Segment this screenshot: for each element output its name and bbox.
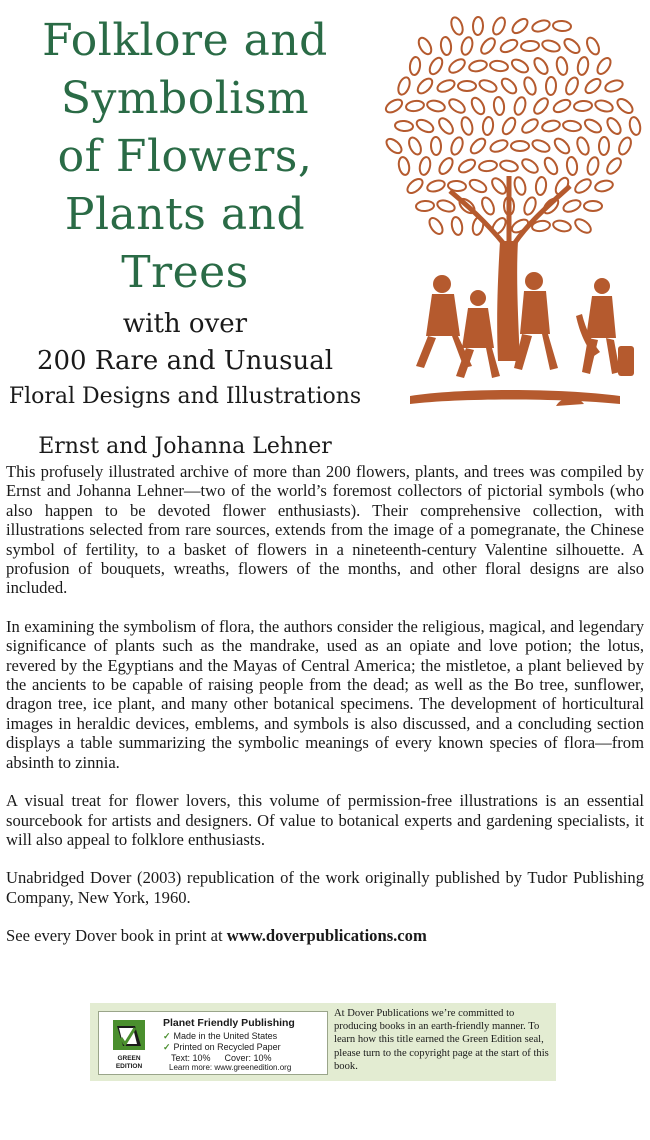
leaf — [436, 198, 456, 213]
cover-title-line: Symbolism — [60, 73, 310, 124]
leaf — [605, 116, 624, 136]
leaf — [562, 120, 581, 133]
leaf — [553, 20, 572, 31]
cover-title-block — [0, 12, 370, 462]
leaf — [384, 97, 405, 115]
leaf — [617, 136, 634, 157]
description-paragraph: Unabridged Dover (2003) republication of the work originally published by Tudor Publishing Company, New York, 1960. — [6, 868, 644, 907]
leaf — [615, 96, 635, 115]
leaf — [541, 119, 561, 133]
text-percentage: Text: 10% — [171, 1053, 211, 1063]
leaf — [416, 36, 434, 57]
leaf — [564, 76, 581, 97]
leaf — [532, 56, 551, 76]
leaf — [628, 116, 642, 136]
leaf — [552, 97, 573, 114]
leaf — [396, 76, 412, 96]
cover-title-line: Folklore and — [42, 15, 328, 66]
see-every-prefix: See every Dover book in print at — [6, 926, 227, 946]
leaf — [583, 76, 603, 95]
leaf — [599, 137, 610, 155]
leaf — [431, 137, 442, 155]
leaf — [520, 117, 540, 136]
description-paragraph: In examining the symbolism of flora, the authors consider the religious, magical, and legendary significance of plants such as the mandrake, used as an opiate and love potion; the lotus, revered by the Egyptians and the Mayas of Central America; the mistletoe, a plant believed by the ancients to be capable of raising people from the dead; as well as the Bo tree, sunflower, dragon tree, ice plant, and many other botanical specimens. The development of horticultural images in heraldic devices, emblems, and symbols is also discussed, and a concluding section displays a table summarizing the symbolic meanings of every known species of flora—from absinth to zinnia. — [6, 616, 644, 772]
leaf — [449, 136, 465, 156]
cover-title-line: of Flowers, — [57, 131, 313, 182]
leaf — [458, 81, 476, 91]
leaf — [586, 156, 601, 176]
leaf — [520, 157, 540, 176]
leaf — [407, 136, 424, 157]
leaf — [513, 96, 528, 116]
leaf — [468, 59, 488, 73]
leaf — [542, 156, 560, 177]
leaf — [604, 156, 623, 176]
leaf — [510, 16, 530, 35]
leaf — [395, 120, 414, 132]
learn-more-link[interactable]: Learn more: www.greenedition.org — [169, 1063, 292, 1072]
leaf — [575, 136, 591, 156]
leaf — [469, 96, 487, 117]
leaf — [440, 36, 452, 55]
cover-subtitle-line: Floral Designs and Illustrations — [8, 384, 362, 409]
seal-label: GREEN — [117, 1055, 141, 1062]
cover-authors: Ernst and Johanna Lehner — [38, 434, 332, 459]
leaf — [489, 138, 509, 154]
leaf — [480, 196, 497, 217]
dover-website-link[interactable]: www.doverpublications.com — [226, 926, 427, 946]
leaf — [562, 36, 582, 55]
leaf — [473, 17, 484, 35]
leaf — [437, 156, 456, 176]
leaf — [513, 176, 528, 196]
leaf — [499, 37, 520, 54]
leaf — [426, 178, 446, 193]
recycled-percentages — [171, 1053, 272, 1063]
leaf — [427, 56, 445, 77]
leaf — [531, 18, 551, 33]
cover-title-line: Plants and Trees — [64, 189, 306, 298]
leaf — [499, 159, 519, 173]
leaf — [574, 100, 593, 112]
description-paragraph: A visual treat for flower lovers, this volume of permission-free illustrations is an essential sourcebook for artists and designers. Of value to botanical experts and gardening specialists, it will also appeal to folklore enthusiasts. — [6, 791, 644, 849]
green-edition-box — [90, 1003, 556, 1081]
leaf — [397, 156, 410, 176]
leaf — [522, 196, 538, 216]
leaf — [478, 160, 497, 173]
leaf — [583, 117, 604, 135]
leaf — [415, 76, 435, 96]
leaf — [436, 116, 455, 136]
leaf — [449, 16, 465, 36]
leaf — [450, 216, 463, 236]
leaf — [584, 201, 602, 211]
planet-friendly-panel — [98, 1011, 328, 1075]
leaf — [522, 76, 538, 96]
leaf — [499, 76, 519, 96]
leaf — [531, 138, 551, 154]
leaf — [566, 156, 578, 175]
leaf — [489, 176, 508, 196]
leaf — [585, 36, 602, 57]
leaf — [546, 77, 557, 95]
leaf — [604, 78, 624, 93]
leaf — [511, 141, 529, 151]
leaf — [482, 116, 494, 135]
seal-label-2: EDITION — [115, 1063, 143, 1070]
check-icon: ✓ — [163, 1031, 171, 1041]
leaf — [427, 216, 445, 237]
leaf — [436, 78, 456, 94]
green-edition-statement: At Dover Publications we’re committed to producing books in an earth-friendly manner. To learn how this title earned the Green Edition seal, please turn to the copyright page at the start of this book. — [334, 1008, 549, 1072]
planet-friendly-title: Planet Friendly Publishing — [163, 1017, 295, 1029]
leaf — [405, 100, 424, 113]
check-icon: ✓ — [163, 1042, 171, 1052]
leaf — [552, 219, 572, 233]
leaf — [468, 136, 488, 156]
leaf — [460, 116, 475, 136]
leaf — [409, 56, 421, 75]
leaf — [426, 99, 446, 113]
leaf — [594, 179, 614, 193]
leaf — [448, 180, 467, 192]
leaf — [535, 176, 547, 195]
recycled-paper-item — [163, 1042, 281, 1053]
leaf — [552, 136, 572, 156]
leaf — [460, 36, 475, 56]
leaf — [405, 176, 425, 195]
leaf — [478, 78, 498, 94]
leaf — [447, 57, 467, 76]
seal-item-label: Printed on Recycled Paper — [173, 1042, 281, 1052]
leaf — [594, 98, 614, 113]
leaf — [510, 57, 531, 75]
leaf — [493, 96, 505, 115]
leaf — [541, 38, 561, 53]
leaf — [562, 198, 582, 214]
leaf — [468, 177, 489, 194]
leaf — [489, 60, 508, 73]
leaf — [521, 40, 540, 52]
leaf — [573, 217, 593, 236]
leaf — [491, 16, 508, 36]
leaf — [457, 157, 478, 175]
leaf — [447, 97, 467, 116]
cover-subtitle-line: with over — [122, 309, 248, 339]
see-every-line — [6, 926, 644, 945]
leaf — [573, 177, 593, 196]
leaf — [555, 56, 569, 76]
tree-woodcut-illustration — [380, 16, 642, 436]
back-cover-description — [6, 462, 644, 965]
green-edition-seal-icon — [105, 1016, 153, 1072]
leaf — [531, 96, 550, 116]
leaf — [416, 200, 435, 211]
made-in-usa-item — [163, 1031, 277, 1042]
seal-item-label: Made in the United States — [173, 1031, 278, 1041]
leaf — [415, 117, 436, 134]
leaf — [595, 56, 613, 77]
leaf — [418, 156, 432, 176]
cover-percentage: Cover: 10% — [224, 1053, 272, 1063]
leaf — [500, 116, 518, 137]
description-paragraph: This profusely illustrated archive of more than 200 flowers, plants, and trees was compiled by Ernst and Johanna Lehner—two of the world’s foremost collectors of pictorial symbols (who also happen to be devoted flower enthusiasts). Their comprehensive collection, with illustrations selected from rare sources, extends from the image of a pomegranate, the Chinese symbol of fertility, to a basket of flowers in a nineteenth-century Valentine silhouette. A profusion of bouquets, wreaths, flowers of the months, and other floral designs are also included. — [6, 462, 644, 598]
leaf — [384, 136, 404, 155]
leaf — [478, 36, 497, 56]
cover-subtitle-line: 200 Rare and Unusual — [36, 346, 334, 376]
leaf — [576, 56, 589, 76]
